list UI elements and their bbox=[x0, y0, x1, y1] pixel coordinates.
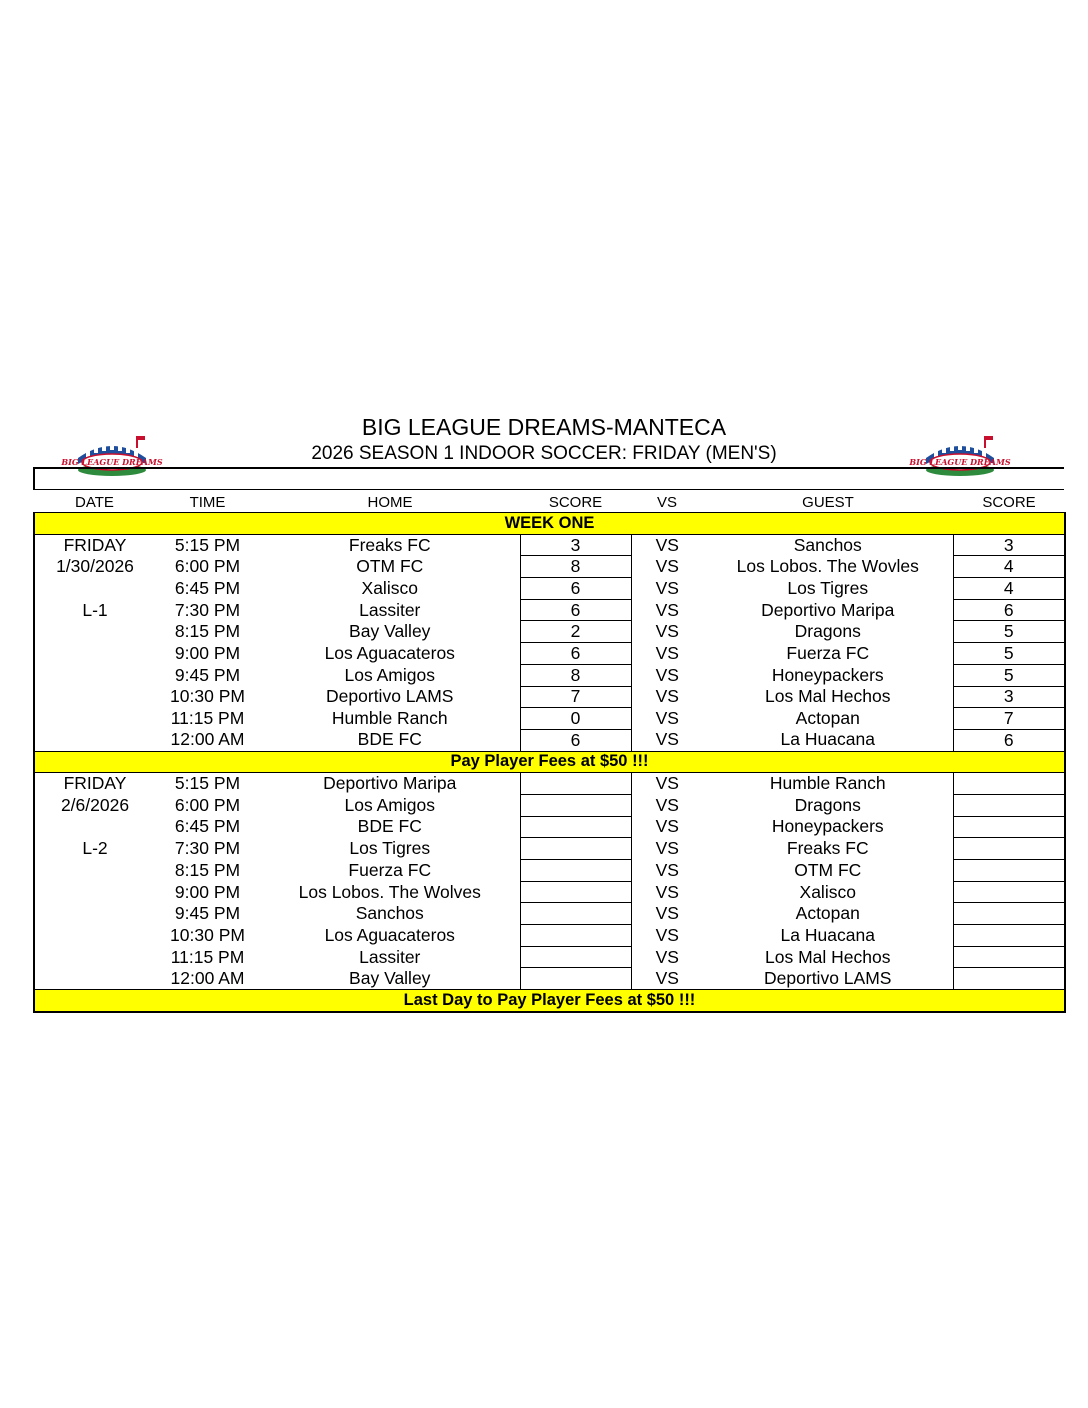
home-team: Los Aguacateros bbox=[324, 642, 455, 663]
game-time: 9:45 PM bbox=[174, 903, 241, 924]
guest-score: 5 bbox=[953, 643, 1065, 665]
game-row bbox=[34, 578, 1065, 600]
guest-score bbox=[953, 860, 1065, 882]
vs-label: VS bbox=[655, 881, 679, 902]
game-date bbox=[34, 816, 155, 838]
col-home-score-header: SCORE bbox=[548, 494, 603, 511]
guest-team: Los Lobos. The Wovles bbox=[736, 556, 919, 577]
guest-team: Honeypackers bbox=[771, 664, 884, 685]
guest-score bbox=[953, 838, 1065, 860]
game-time: 6:00 PM bbox=[174, 794, 241, 815]
vs-label: VS bbox=[655, 686, 679, 707]
game-row bbox=[34, 881, 1065, 903]
game-row bbox=[34, 816, 1065, 838]
guest-score bbox=[953, 968, 1065, 990]
vs-label: VS bbox=[655, 577, 679, 598]
game-row bbox=[34, 773, 1065, 795]
col-vs-header: VS bbox=[656, 494, 677, 511]
game-date bbox=[34, 881, 155, 903]
home-score: 0 bbox=[520, 708, 631, 730]
home-team: Bay Valley bbox=[349, 968, 431, 989]
game-date bbox=[34, 686, 155, 708]
home-team: Bay Valley bbox=[349, 621, 431, 642]
home-team: Fuerza FC bbox=[348, 859, 432, 880]
vs-label: VS bbox=[655, 816, 679, 837]
game-row bbox=[34, 643, 1065, 665]
home-score bbox=[520, 903, 631, 925]
guest-score: 5 bbox=[953, 621, 1065, 643]
header-frame bbox=[33, 467, 1064, 490]
home-score: 7 bbox=[520, 686, 631, 708]
guest-score bbox=[953, 946, 1065, 968]
col-guest-score-header: SCORE bbox=[982, 494, 1036, 511]
page-subtitle: 2026 SEASON 1 INDOOR SOCCER: FRIDAY (MEN'S) bbox=[311, 443, 777, 464]
game-time: 11:15 PM bbox=[170, 946, 245, 967]
guest-team: Actopan bbox=[795, 708, 860, 729]
guest-team: Deportivo Maripa bbox=[761, 599, 895, 620]
home-team: Los Amigos bbox=[344, 664, 435, 685]
col-guest-header: GUEST bbox=[802, 494, 854, 511]
game-row bbox=[34, 968, 1065, 990]
guest-score: 4 bbox=[953, 556, 1065, 578]
game-time: 7:30 PM bbox=[174, 838, 241, 859]
game-date: 1/30/2026 bbox=[34, 556, 155, 578]
game-time: 5:15 PM bbox=[174, 534, 241, 555]
home-team: Xalisco bbox=[361, 577, 418, 598]
guest-team: Dragons bbox=[794, 621, 861, 642]
game-time: 8:15 PM bbox=[174, 859, 241, 880]
game-time: 10:30 PM bbox=[170, 924, 245, 945]
fee-banner: Pay Player Fees at $50 !!! bbox=[34, 751, 1065, 773]
vs-label: VS bbox=[655, 924, 679, 945]
week-one-banner: WEEK ONE bbox=[34, 513, 1065, 535]
vs-label: VS bbox=[655, 599, 679, 620]
game-date bbox=[34, 860, 155, 882]
game-date bbox=[34, 729, 155, 751]
col-time-header: TIME bbox=[189, 494, 226, 511]
game-row bbox=[34, 708, 1065, 730]
home-team: Lassiter bbox=[359, 946, 421, 967]
home-team: Los Lobos. The Wolves bbox=[298, 881, 481, 902]
home-team: Los Amigos bbox=[344, 794, 435, 815]
col-date-header: DATE bbox=[75, 494, 114, 511]
home-score: 2 bbox=[520, 621, 631, 643]
vs-label: VS bbox=[655, 903, 679, 924]
home-score: 6 bbox=[520, 599, 631, 621]
home-team: Los Tigres bbox=[349, 838, 431, 859]
home-team: OTM FC bbox=[356, 556, 424, 577]
game-time: 6:45 PM bbox=[174, 577, 241, 598]
game-time: 12:00 AM bbox=[170, 968, 245, 989]
guest-score: 7 bbox=[953, 708, 1065, 730]
game-date bbox=[34, 708, 155, 730]
fee-banner-row bbox=[34, 751, 1065, 773]
guest-team: OTM FC bbox=[794, 859, 862, 880]
guest-team: La Huacana bbox=[780, 924, 875, 945]
guest-team: Freaks FC bbox=[786, 838, 869, 859]
home-team: Deportivo LAMS bbox=[326, 686, 454, 707]
home-team: Lassiter bbox=[359, 599, 421, 620]
vs-label: VS bbox=[655, 708, 679, 729]
vs-label: VS bbox=[655, 773, 679, 794]
game-row bbox=[34, 794, 1065, 816]
guest-team: Sanchos bbox=[793, 534, 862, 555]
guest-score: 4 bbox=[953, 578, 1065, 600]
schedule-table bbox=[33, 493, 1066, 1013]
page-title: BIG LEAGUE DREAMS-MANTECA bbox=[361, 414, 727, 440]
home-score: 3 bbox=[520, 534, 631, 556]
guest-score bbox=[953, 925, 1065, 947]
game-time: 9:45 PM bbox=[174, 664, 241, 685]
col-home-header: HOME bbox=[367, 494, 413, 511]
guest-score bbox=[953, 903, 1065, 925]
game-row bbox=[34, 925, 1065, 947]
game-time: 11:15 PM bbox=[170, 708, 245, 729]
game-row bbox=[34, 946, 1065, 968]
game-date bbox=[34, 946, 155, 968]
fee-banner: Last Day to Pay Player Fees at $50 !!! bbox=[34, 990, 1065, 1012]
home-score: 8 bbox=[520, 664, 631, 686]
vs-label: VS bbox=[655, 534, 679, 555]
guest-team: Actopan bbox=[795, 903, 860, 924]
game-date bbox=[34, 643, 155, 665]
week-one-banner-row bbox=[34, 513, 1065, 535]
vs-label: VS bbox=[655, 556, 679, 577]
fee-banner-row bbox=[34, 990, 1065, 1012]
guest-team: Fuerza FC bbox=[786, 642, 870, 663]
guest-score: 5 bbox=[953, 664, 1065, 686]
game-date bbox=[34, 578, 155, 600]
guest-team: Humble Ranch bbox=[769, 773, 886, 794]
home-score bbox=[520, 968, 631, 990]
game-row bbox=[34, 838, 1065, 860]
guest-score bbox=[953, 816, 1065, 838]
guest-team: Dragons bbox=[794, 794, 861, 815]
home-score bbox=[520, 838, 631, 860]
game-row bbox=[34, 621, 1065, 643]
home-team: BDE FC bbox=[357, 729, 422, 750]
guest-team: Xalisco bbox=[799, 881, 856, 902]
home-score bbox=[520, 773, 631, 795]
home-team: Humble Ranch bbox=[331, 708, 448, 729]
vs-label: VS bbox=[655, 794, 679, 815]
vs-label: VS bbox=[655, 729, 679, 750]
game-time: 7:30 PM bbox=[174, 599, 241, 620]
game-date bbox=[34, 664, 155, 686]
home-team: Freaks FC bbox=[348, 534, 431, 555]
game-date bbox=[34, 925, 155, 947]
game-date bbox=[34, 621, 155, 643]
game-date bbox=[34, 903, 155, 925]
svg-text:BIG LEAGUE DREAMS: BIG LEAGUE DREAMS bbox=[61, 457, 163, 467]
guest-score bbox=[953, 773, 1065, 795]
vs-label: VS bbox=[655, 946, 679, 967]
guest-team: Honeypackers bbox=[771, 816, 884, 837]
game-row bbox=[34, 729, 1065, 751]
game-time: 12:00 AM bbox=[170, 729, 245, 750]
home-score: 8 bbox=[520, 556, 631, 578]
home-score bbox=[520, 925, 631, 947]
game-time: 8:15 PM bbox=[174, 621, 241, 642]
guest-score bbox=[953, 794, 1065, 816]
home-score: 6 bbox=[520, 729, 631, 751]
home-team: Sanchos bbox=[355, 903, 424, 924]
game-date: L-1 bbox=[34, 599, 155, 621]
home-score bbox=[520, 816, 631, 838]
game-time: 10:30 PM bbox=[170, 686, 245, 707]
guest-team: Los Tigres bbox=[787, 577, 869, 598]
game-date: 2/6/2026 bbox=[34, 794, 155, 816]
game-time: 9:00 PM bbox=[174, 642, 241, 663]
home-score bbox=[520, 794, 631, 816]
vs-label: VS bbox=[655, 838, 679, 859]
home-score bbox=[520, 881, 631, 903]
guest-team: Los Mal Hechos bbox=[765, 686, 891, 707]
guest-score bbox=[953, 881, 1065, 903]
home-score: 6 bbox=[520, 643, 631, 665]
home-score bbox=[520, 860, 631, 882]
game-time: 6:45 PM bbox=[174, 816, 241, 837]
guest-team: Los Mal Hechos bbox=[765, 946, 891, 967]
game-row bbox=[34, 599, 1065, 621]
game-date bbox=[34, 968, 155, 990]
game-date: FRIDAY bbox=[34, 773, 155, 795]
vs-label: VS bbox=[655, 621, 679, 642]
guest-score: 3 bbox=[953, 534, 1065, 556]
game-date: FRIDAY bbox=[34, 534, 155, 556]
game-row bbox=[34, 860, 1065, 882]
game-row bbox=[34, 664, 1065, 686]
game-row bbox=[34, 686, 1065, 708]
game-row bbox=[34, 534, 1065, 556]
game-row bbox=[34, 903, 1065, 925]
guest-score: 3 bbox=[953, 686, 1065, 708]
home-team: BDE FC bbox=[357, 816, 422, 837]
game-row bbox=[34, 556, 1065, 578]
guest-team: Deportivo LAMS bbox=[764, 968, 892, 989]
game-time: 9:00 PM bbox=[174, 881, 241, 902]
home-team: Deportivo Maripa bbox=[323, 773, 457, 794]
guest-team: La Huacana bbox=[780, 729, 875, 750]
home-team: Los Aguacateros bbox=[324, 924, 455, 945]
vs-label: VS bbox=[655, 859, 679, 880]
game-date: L-2 bbox=[34, 838, 155, 860]
vs-label: VS bbox=[655, 664, 679, 685]
home-score: 6 bbox=[520, 578, 631, 600]
home-score bbox=[520, 946, 631, 968]
vs-label: VS bbox=[655, 968, 679, 989]
game-time: 5:15 PM bbox=[174, 773, 241, 794]
guest-score: 6 bbox=[953, 599, 1065, 621]
svg-text:BIG LEAGUE DREAMS: BIG LEAGUE DREAMS bbox=[909, 457, 1011, 467]
game-time: 6:00 PM bbox=[174, 556, 241, 577]
column-header-row bbox=[34, 493, 1065, 513]
vs-label: VS bbox=[655, 642, 679, 663]
guest-score: 6 bbox=[953, 729, 1065, 751]
